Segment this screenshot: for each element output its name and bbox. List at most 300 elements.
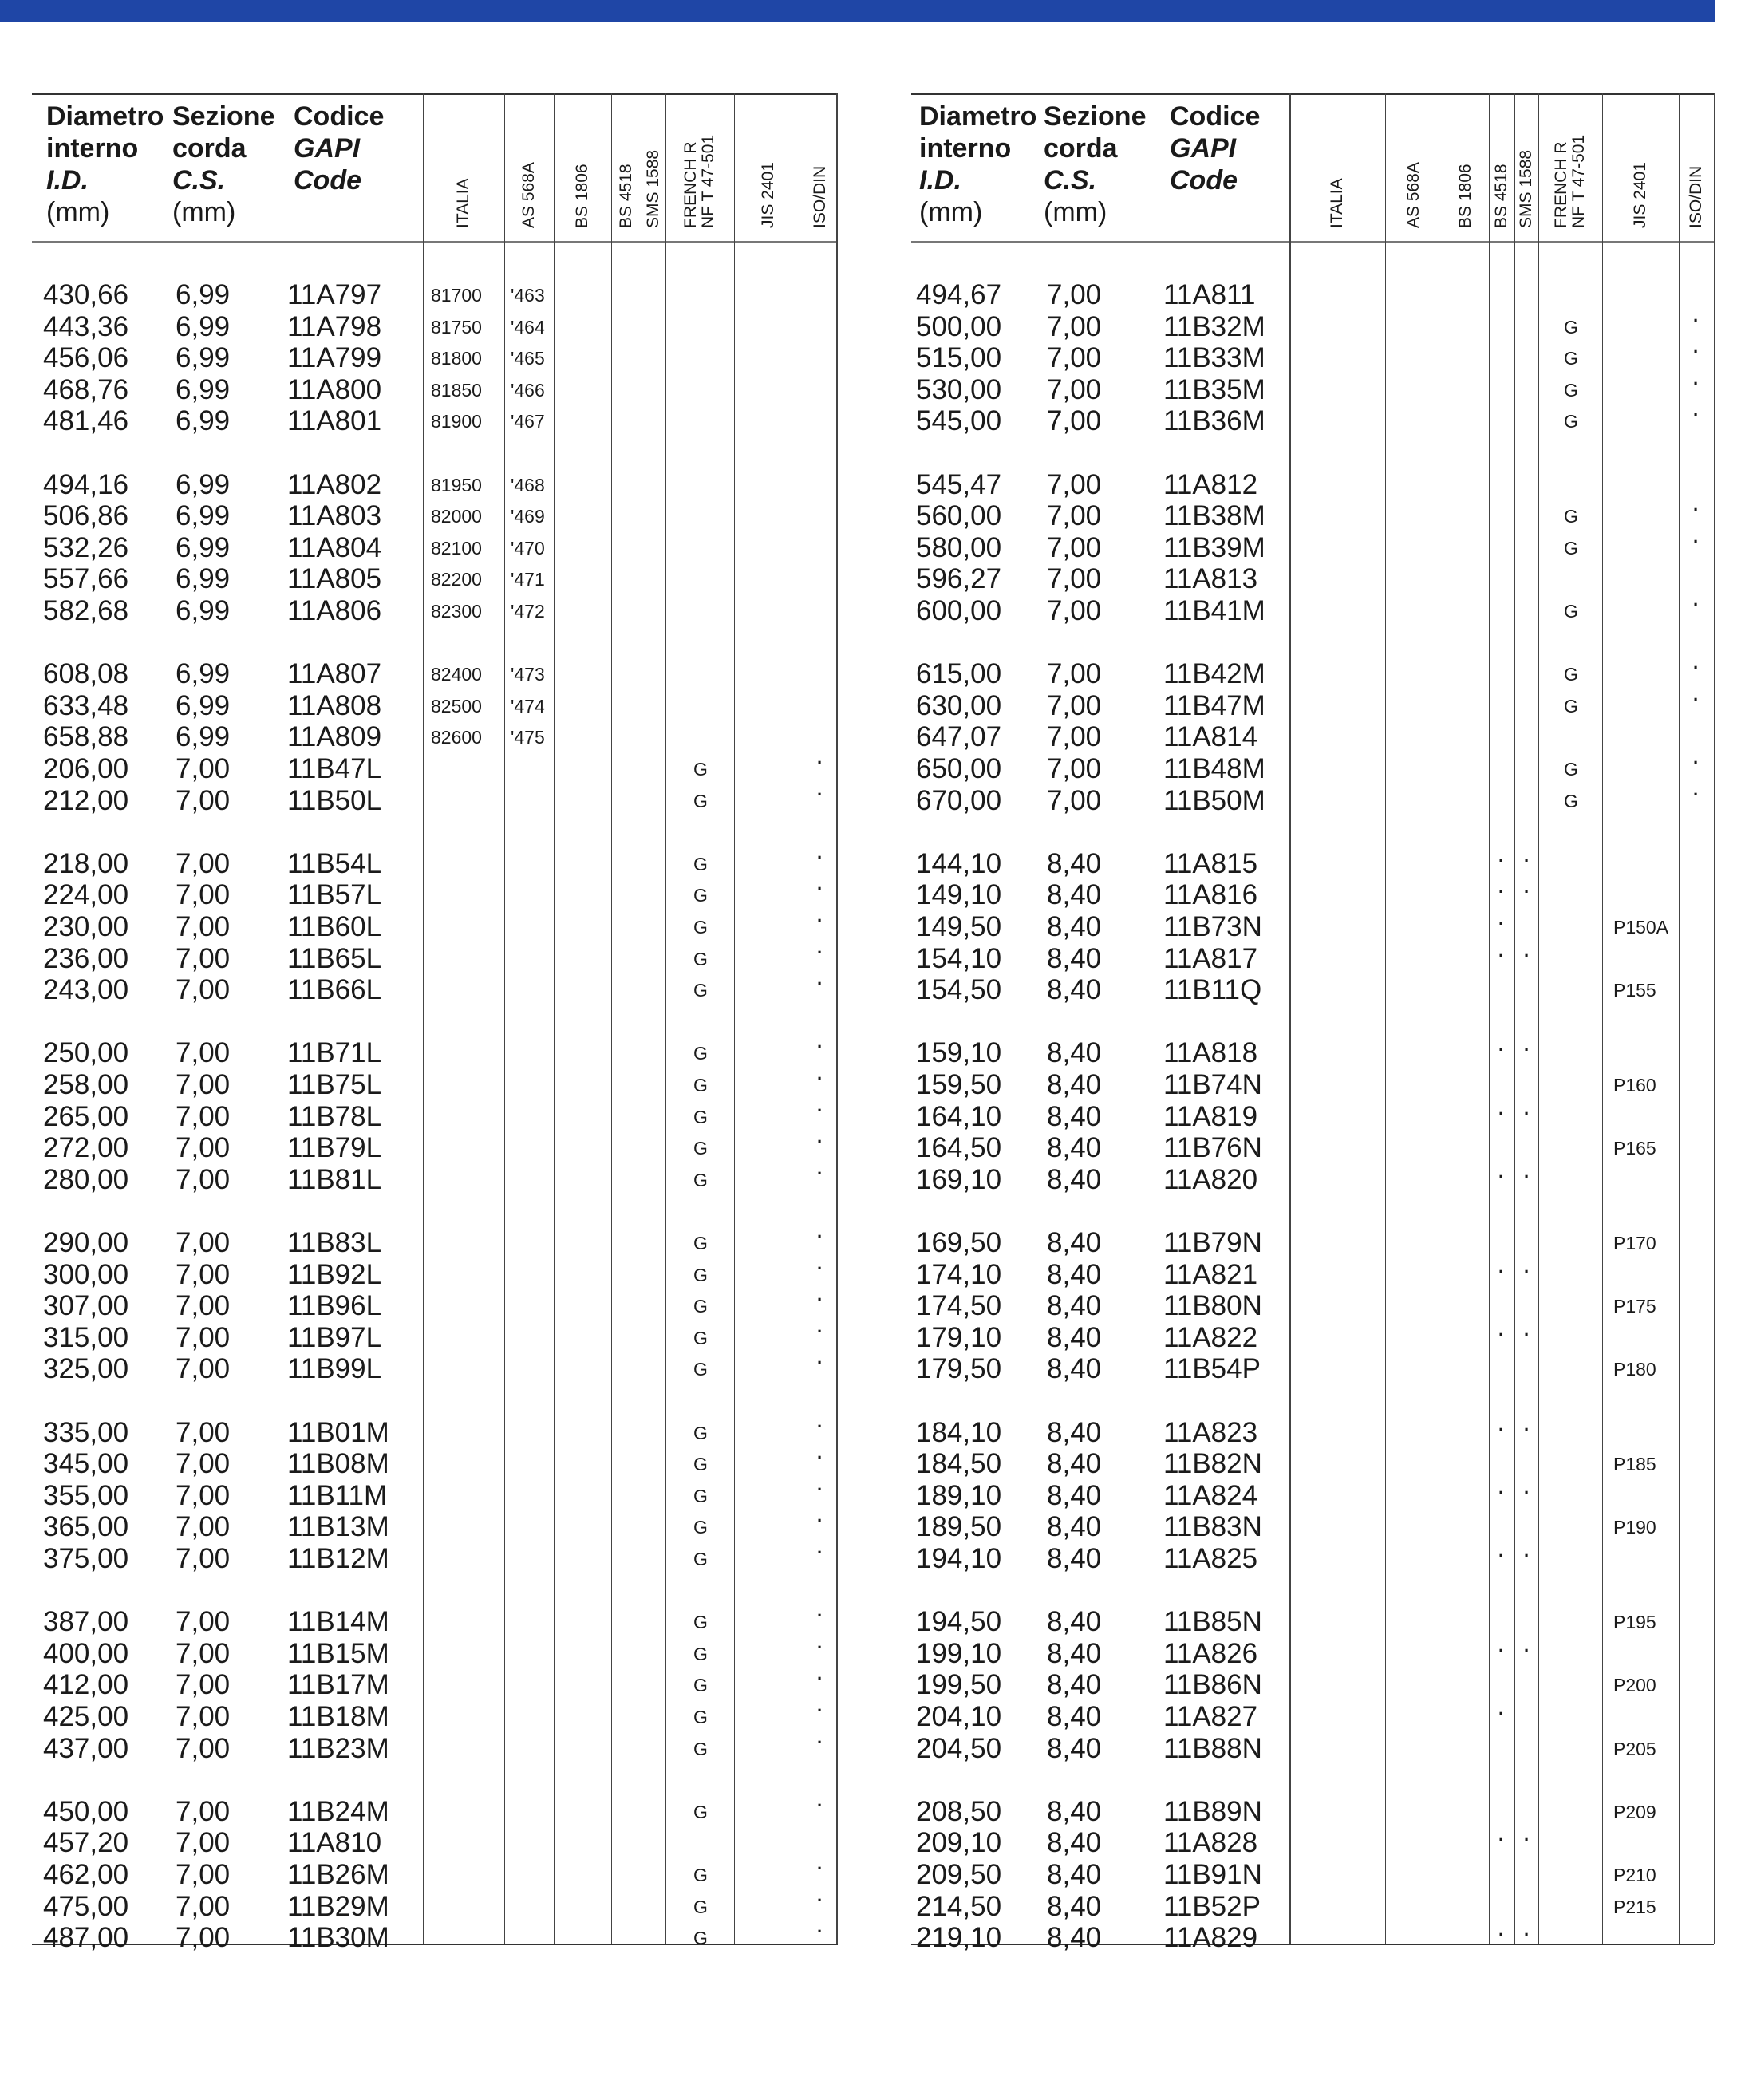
sms1588-mark: · <box>1524 882 1530 902</box>
as568a-value: '470 <box>511 537 545 559</box>
as568a-value: '473 <box>511 664 545 685</box>
code-value: 11A823 <box>1163 1416 1258 1448</box>
jis2401-value: P165 <box>1613 1138 1656 1159</box>
table-top-rule <box>32 93 838 95</box>
code-value: 11B14M <box>287 1606 389 1638</box>
table-bottom-rule <box>32 1944 838 1945</box>
french-value: G <box>693 1422 708 1443</box>
code-value: 11B47L <box>287 753 382 784</box>
iso-din-mark: · <box>1693 594 1700 614</box>
code-value: 11B11M <box>287 1479 388 1511</box>
cs-value: 7,00 <box>176 1606 231 1638</box>
code-value: 11B54P <box>1163 1353 1261 1385</box>
id-value: 174,50 <box>916 1290 1002 1322</box>
french-value: G <box>693 948 708 969</box>
cs-value: 7,00 <box>1047 342 1102 374</box>
code-value: 11B60L <box>287 911 382 942</box>
cs-value: 6,99 <box>176 531 231 563</box>
id-value: 230,00 <box>43 911 129 942</box>
header-id-line: Diametro <box>46 101 164 132</box>
code-value: 11B08M <box>287 1448 389 1480</box>
code-value: 11A810 <box>287 1827 382 1859</box>
code-value: 11B54L <box>287 847 382 879</box>
cs-value: 7,00 <box>176 879 231 911</box>
french-value: G <box>1564 664 1578 685</box>
as568a-value: '467 <box>511 411 545 432</box>
french-value: G <box>693 1485 708 1506</box>
iso-din-mark: · <box>817 1921 823 1942</box>
sms1588-mark: · <box>1524 1830 1530 1850</box>
cs-value: 7,00 <box>176 974 231 1006</box>
sms1588-mark: · <box>1524 1040 1530 1060</box>
header-standard-label: BS 4518 <box>617 164 635 228</box>
id-value: 184,10 <box>916 1416 1002 1448</box>
cs-value: 7,00 <box>176 1037 231 1069</box>
cs-value: 7,00 <box>176 1353 231 1385</box>
sms1588-mark: · <box>1524 1103 1530 1123</box>
cs-value: 8,40 <box>1047 1100 1102 1132</box>
code-value: 11A827 <box>1163 1701 1258 1732</box>
bs4518-mark: · <box>1498 1482 1505 1502</box>
sms1588-mark: · <box>1524 1419 1530 1439</box>
code-value: 11A829 <box>1163 1922 1258 1954</box>
header-code-line: Code <box>294 165 361 195</box>
id-value: 633,48 <box>43 689 129 721</box>
code-value: 11A813 <box>1163 563 1258 595</box>
id-value: 258,00 <box>43 1069 129 1100</box>
jis2401-value: P160 <box>1613 1075 1656 1095</box>
id-value: 400,00 <box>43 1637 129 1669</box>
french-value: G <box>1564 790 1578 811</box>
italia-value: 81950 <box>431 474 482 495</box>
id-value: 487,00 <box>43 1922 129 1954</box>
jis2401-value: P195 <box>1613 1612 1656 1633</box>
code-value: 11B74N <box>1163 1069 1262 1100</box>
id-value: 481,46 <box>43 405 129 437</box>
jis2401-value: P170 <box>1613 1233 1656 1253</box>
header-cs-line: Sezione <box>1044 101 1147 132</box>
cs-value: 7,00 <box>1047 784 1102 816</box>
bs4518-mark: · <box>1498 945 1505 965</box>
french-value: G <box>1564 601 1578 622</box>
as568a-value: '472 <box>511 601 545 622</box>
header-code-line: Code <box>1170 165 1238 195</box>
id-value: 272,00 <box>43 1132 129 1164</box>
cs-value: 8,40 <box>1047 1511 1102 1543</box>
id-value: 515,00 <box>916 342 1002 374</box>
code-value: 11B78L <box>287 1100 382 1132</box>
as568a-value: '469 <box>511 506 545 527</box>
jis2401-value: P205 <box>1613 1738 1656 1759</box>
french-value: G <box>693 1327 708 1348</box>
cs-value: 8,40 <box>1047 1606 1102 1638</box>
code-value: 11A812 <box>1163 468 1258 500</box>
column-divider <box>665 93 666 1944</box>
cs-value: 8,40 <box>1047 974 1102 1006</box>
code-value: 11B15M <box>287 1637 389 1669</box>
code-value: 11B13M <box>287 1511 389 1543</box>
id-value: 144,10 <box>916 847 1002 879</box>
code-value: 11B99L <box>287 1353 382 1385</box>
french-value: G <box>1564 695 1578 716</box>
cs-value: 7,00 <box>176 847 231 879</box>
id-value: 387,00 <box>43 1606 129 1638</box>
code-value: 11A803 <box>287 500 382 532</box>
id-value: 494,67 <box>916 279 1002 310</box>
french-value: G <box>693 885 708 906</box>
code-value: 11B73N <box>1163 911 1262 942</box>
code-value: 11A821 <box>1163 1258 1258 1290</box>
cs-value: 7,00 <box>176 1479 231 1511</box>
cs-value: 8,40 <box>1047 942 1102 974</box>
id-value: 204,50 <box>916 1732 1002 1764</box>
cs-value: 6,99 <box>176 405 231 437</box>
cs-value: 7,00 <box>1047 531 1102 563</box>
code-value: 11B57L <box>287 879 382 911</box>
header-standard-label: SMS 1588 <box>1517 149 1535 228</box>
id-value: 650,00 <box>916 753 1002 784</box>
iso-din-mark: · <box>1693 341 1700 362</box>
iso-din-mark: · <box>817 941 823 962</box>
code-value: 11B79L <box>287 1132 382 1164</box>
cs-value: 6,99 <box>176 468 231 500</box>
code-value: 11A804 <box>287 531 382 563</box>
cs-value: 8,40 <box>1047 1227 1102 1258</box>
iso-din-mark: · <box>817 878 823 899</box>
code-value: 11A818 <box>1163 1037 1258 1069</box>
italia-value: 81800 <box>431 348 482 369</box>
cs-value: 8,40 <box>1047 1069 1102 1100</box>
header-id-line: interno <box>46 133 139 164</box>
iso-din-mark: · <box>1693 373 1700 393</box>
id-value: 243,00 <box>43 974 129 1006</box>
bs4518-mark: · <box>1498 1324 1505 1344</box>
header-standard-label: AS 568A <box>1404 162 1423 228</box>
id-value: 647,07 <box>916 721 1002 753</box>
id-value: 630,00 <box>916 689 1002 721</box>
cs-value: 7,00 <box>1047 595 1102 626</box>
header-cs-line: (mm) <box>172 197 236 227</box>
iso-din-mark: · <box>817 1320 823 1341</box>
cs-value: 7,00 <box>1047 405 1102 437</box>
cs-value: 6,99 <box>176 279 231 310</box>
code-value: 11B81L <box>287 1163 382 1195</box>
cs-value: 6,99 <box>176 595 231 626</box>
iso-din-mark: · <box>817 1542 823 1562</box>
cs-value: 7,00 <box>176 911 231 942</box>
cs-value: 8,40 <box>1047 1479 1102 1511</box>
id-value: 280,00 <box>43 1163 129 1195</box>
column-divider <box>423 93 424 1944</box>
french-value: G <box>693 1517 708 1538</box>
header-standard-label: AS 568A <box>519 162 538 228</box>
cs-value: 7,00 <box>176 1859 231 1890</box>
code-value: 11B32M <box>1163 310 1265 342</box>
code-value: 11A826 <box>1163 1637 1258 1669</box>
header-cs-line: C.S. <box>1044 165 1097 195</box>
iso-din-mark: · <box>1693 310 1700 330</box>
id-value: 560,00 <box>916 500 1002 532</box>
jis2401-value: P209 <box>1613 1801 1656 1822</box>
cs-value: 7,00 <box>176 1732 231 1764</box>
table-right <box>911 93 1714 1954</box>
french-value: G <box>1564 537 1578 559</box>
iso-din-mark: · <box>1693 689 1700 709</box>
bs4518-mark: · <box>1498 1261 1505 1281</box>
bs4518-mark: · <box>1498 1166 1505 1186</box>
jis2401-value: P200 <box>1613 1675 1656 1696</box>
id-value: 149,10 <box>916 879 1002 911</box>
id-value: 179,10 <box>916 1321 1002 1353</box>
header-code-line: Codice <box>294 101 385 132</box>
column-divider <box>1538 93 1539 1944</box>
french-value: G <box>693 1928 708 1949</box>
iso-din-mark: · <box>817 1636 823 1657</box>
code-value: 11B82N <box>1163 1448 1262 1480</box>
jis2401-value: P155 <box>1613 980 1656 1001</box>
french-value: G <box>693 1264 708 1285</box>
code-value: 11A808 <box>287 689 382 721</box>
code-value: 11B88N <box>1163 1732 1262 1764</box>
code-value: 11B29M <box>287 1890 389 1922</box>
cs-value: 7,00 <box>176 1416 231 1448</box>
id-value: 456,06 <box>43 342 129 374</box>
cs-value: 8,40 <box>1047 1258 1102 1290</box>
code-value: 11B79N <box>1163 1227 1262 1258</box>
french-value: G <box>693 1454 708 1475</box>
column-divider <box>504 93 505 1944</box>
header-cs-line: (mm) <box>1044 197 1107 227</box>
french-value: G <box>693 1675 708 1696</box>
table-left <box>32 93 838 1954</box>
jis2401-value: P215 <box>1613 1896 1656 1917</box>
code-value: 11B18M <box>287 1701 389 1732</box>
french-value: G <box>693 1643 708 1664</box>
id-value: 204,10 <box>916 1701 1002 1732</box>
as568a-value: '465 <box>511 348 545 369</box>
cs-value: 7,00 <box>176 1290 231 1322</box>
id-value: 214,50 <box>916 1890 1002 1922</box>
code-value: 11B71L <box>287 1037 382 1069</box>
id-value: 375,00 <box>43 1543 129 1574</box>
cs-value: 7,00 <box>1047 279 1102 310</box>
header-id-line: interno <box>919 133 1012 164</box>
iso-din-mark: · <box>817 1731 823 1752</box>
italia-value: 81900 <box>431 411 482 432</box>
cs-value: 7,00 <box>176 784 231 816</box>
code-value: 11B96L <box>287 1290 382 1322</box>
bs4518-mark: · <box>1498 914 1505 934</box>
sms1588-mark: · <box>1524 1166 1530 1186</box>
column-divider <box>1602 93 1603 1944</box>
id-value: 194,10 <box>916 1543 1002 1574</box>
bs4518-mark: · <box>1498 1640 1505 1660</box>
italia-value: 82500 <box>431 695 482 716</box>
header-standard-label: JIS 2401 <box>1631 162 1649 228</box>
header-bottom-rule <box>32 241 838 243</box>
french-value: G <box>693 980 708 1001</box>
cs-value: 7,00 <box>176 1100 231 1132</box>
as568a-value: '475 <box>511 727 545 748</box>
cs-value: 7,00 <box>1047 658 1102 690</box>
french-value: G <box>693 1738 708 1759</box>
iso-din-mark: · <box>817 973 823 994</box>
bs4518-mark: · <box>1498 1924 1505 1945</box>
cs-value: 8,40 <box>1047 1827 1102 1859</box>
iso-din-mark: · <box>817 1858 823 1878</box>
cs-value: 7,00 <box>176 1637 231 1669</box>
header-code-line: Codice <box>1170 101 1261 132</box>
id-value: 345,00 <box>43 1448 129 1480</box>
code-value: 11A828 <box>1163 1827 1258 1859</box>
cs-value: 8,40 <box>1047 1795 1102 1827</box>
jis2401-value: P150A <box>1613 917 1669 938</box>
cs-value: 8,40 <box>1047 1890 1102 1922</box>
jis2401-value: P210 <box>1613 1865 1656 1885</box>
bs4518-mark: · <box>1498 850 1505 870</box>
id-value: 199,50 <box>916 1669 1002 1701</box>
italia-value: 82100 <box>431 537 482 559</box>
code-value: 11B23M <box>287 1732 389 1764</box>
header-cs-line: C.S. <box>172 165 226 195</box>
cs-value: 7,00 <box>176 753 231 784</box>
cs-value: 8,40 <box>1047 1732 1102 1764</box>
header-standard-label: ISO/DIN <box>811 165 829 228</box>
french-value: G <box>693 1359 708 1380</box>
iso-din-mark: · <box>817 1099 823 1120</box>
cs-value: 7,00 <box>176 1701 231 1732</box>
id-value: 468,76 <box>43 373 129 405</box>
header-standard-label: BS 4518 <box>1492 164 1510 228</box>
id-value: 208,50 <box>916 1795 1002 1827</box>
code-value: 11B83L <box>287 1227 382 1258</box>
id-value: 335,00 <box>43 1416 129 1448</box>
french-value: G <box>1564 316 1578 338</box>
code-value: 11B92L <box>287 1258 382 1290</box>
cs-value: 8,40 <box>1047 1543 1102 1574</box>
column-divider <box>1714 93 1715 1944</box>
cs-value: 6,99 <box>176 563 231 595</box>
id-value: 307,00 <box>43 1290 129 1322</box>
cs-value: 7,00 <box>1047 563 1102 595</box>
code-value: 11A819 <box>1163 1100 1258 1132</box>
cs-value: 7,00 <box>1047 500 1102 532</box>
cs-value: 7,00 <box>176 1069 231 1100</box>
as568a-value: '474 <box>511 695 545 716</box>
code-value: 11B41M <box>1163 595 1265 626</box>
french-value: G <box>693 1865 708 1885</box>
iso-din-mark: · <box>817 1257 823 1278</box>
cs-value: 7,00 <box>176 1132 231 1164</box>
code-value: 11A820 <box>1163 1163 1258 1195</box>
cs-value: 6,99 <box>176 310 231 342</box>
sms1588-mark: · <box>1524 1545 1530 1565</box>
code-value: 11B24M <box>287 1795 389 1827</box>
italia-value: 82300 <box>431 601 482 622</box>
french-value: G <box>693 1106 708 1127</box>
code-value: 11B48M <box>1163 753 1265 784</box>
french-value: G <box>693 1549 708 1569</box>
header-cs-line: Sezione <box>172 101 275 132</box>
french-value: G <box>1564 348 1578 369</box>
id-value: 212,00 <box>43 784 129 816</box>
as568a-value: '463 <box>511 285 545 306</box>
cs-value: 7,00 <box>176 1227 231 1258</box>
french-value: G <box>693 1169 708 1190</box>
italia-value: 82200 <box>431 569 482 590</box>
id-value: 608,08 <box>43 658 129 690</box>
sms1588-mark: · <box>1524 1324 1530 1344</box>
id-value: 580,00 <box>916 531 1002 563</box>
code-value: 11B65L <box>287 942 382 974</box>
cs-value: 6,99 <box>176 373 231 405</box>
bs4518-mark: · <box>1498 882 1505 902</box>
code-value: 11A825 <box>1163 1543 1258 1574</box>
column-divider <box>611 93 612 1944</box>
iso-din-mark: · <box>817 1447 823 1468</box>
id-value: 209,10 <box>916 1827 1002 1859</box>
iso-din-mark: · <box>817 1605 823 1626</box>
id-value: 300,00 <box>43 1258 129 1290</box>
id-value: 164,10 <box>916 1100 1002 1132</box>
iso-din-mark: · <box>817 1131 823 1152</box>
cs-value: 7,00 <box>176 1511 231 1543</box>
french-value: G <box>1564 759 1578 780</box>
cs-value: 7,00 <box>1047 689 1102 721</box>
id-value: 219,10 <box>916 1922 1002 1954</box>
code-value: 11B11Q <box>1163 974 1262 1006</box>
cs-value: 7,00 <box>176 1922 231 1954</box>
column-divider <box>836 93 838 1944</box>
id-value: 236,00 <box>43 942 129 974</box>
code-value: 11B12M <box>287 1543 389 1574</box>
id-value: 532,26 <box>43 531 129 563</box>
code-value: 11A816 <box>1163 879 1258 911</box>
id-value: 530,00 <box>916 373 1002 405</box>
id-value: 149,50 <box>916 911 1002 942</box>
code-value: 11A811 <box>1163 279 1256 310</box>
column-divider <box>1385 93 1386 1944</box>
jis2401-value: P185 <box>1613 1454 1656 1475</box>
cs-value: 8,40 <box>1047 847 1102 879</box>
french-value: G <box>693 1801 708 1822</box>
cs-value: 8,40 <box>1047 879 1102 911</box>
cs-value: 8,40 <box>1047 1321 1102 1353</box>
iso-din-mark: · <box>817 847 823 867</box>
header-id-line: (mm) <box>46 197 110 227</box>
iso-din-mark: · <box>1693 531 1700 551</box>
id-value: 430,66 <box>43 279 129 310</box>
header-cs-line: corda <box>1044 133 1118 164</box>
header-standard-label: SMS 1588 <box>644 149 662 228</box>
header-standard-label: FRENCH R NF T 47-501 <box>1552 134 1588 228</box>
french-value: G <box>1564 411 1578 432</box>
iso-din-mark: · <box>1693 784 1700 804</box>
id-value: 209,50 <box>916 1859 1002 1890</box>
cs-value: 6,99 <box>176 721 231 753</box>
iso-din-mark: · <box>817 1510 823 1531</box>
id-value: 290,00 <box>43 1227 129 1258</box>
id-value: 174,10 <box>916 1258 1002 1290</box>
cs-value: 8,40 <box>1047 1701 1102 1732</box>
id-value: 169,50 <box>916 1227 1002 1258</box>
column-divider <box>734 93 735 1944</box>
cs-value: 8,40 <box>1047 1353 1102 1385</box>
id-value: 545,00 <box>916 405 1002 437</box>
code-value: 11B97L <box>287 1321 382 1353</box>
header-id-line: (mm) <box>919 197 983 227</box>
french-value: G <box>693 1138 708 1159</box>
